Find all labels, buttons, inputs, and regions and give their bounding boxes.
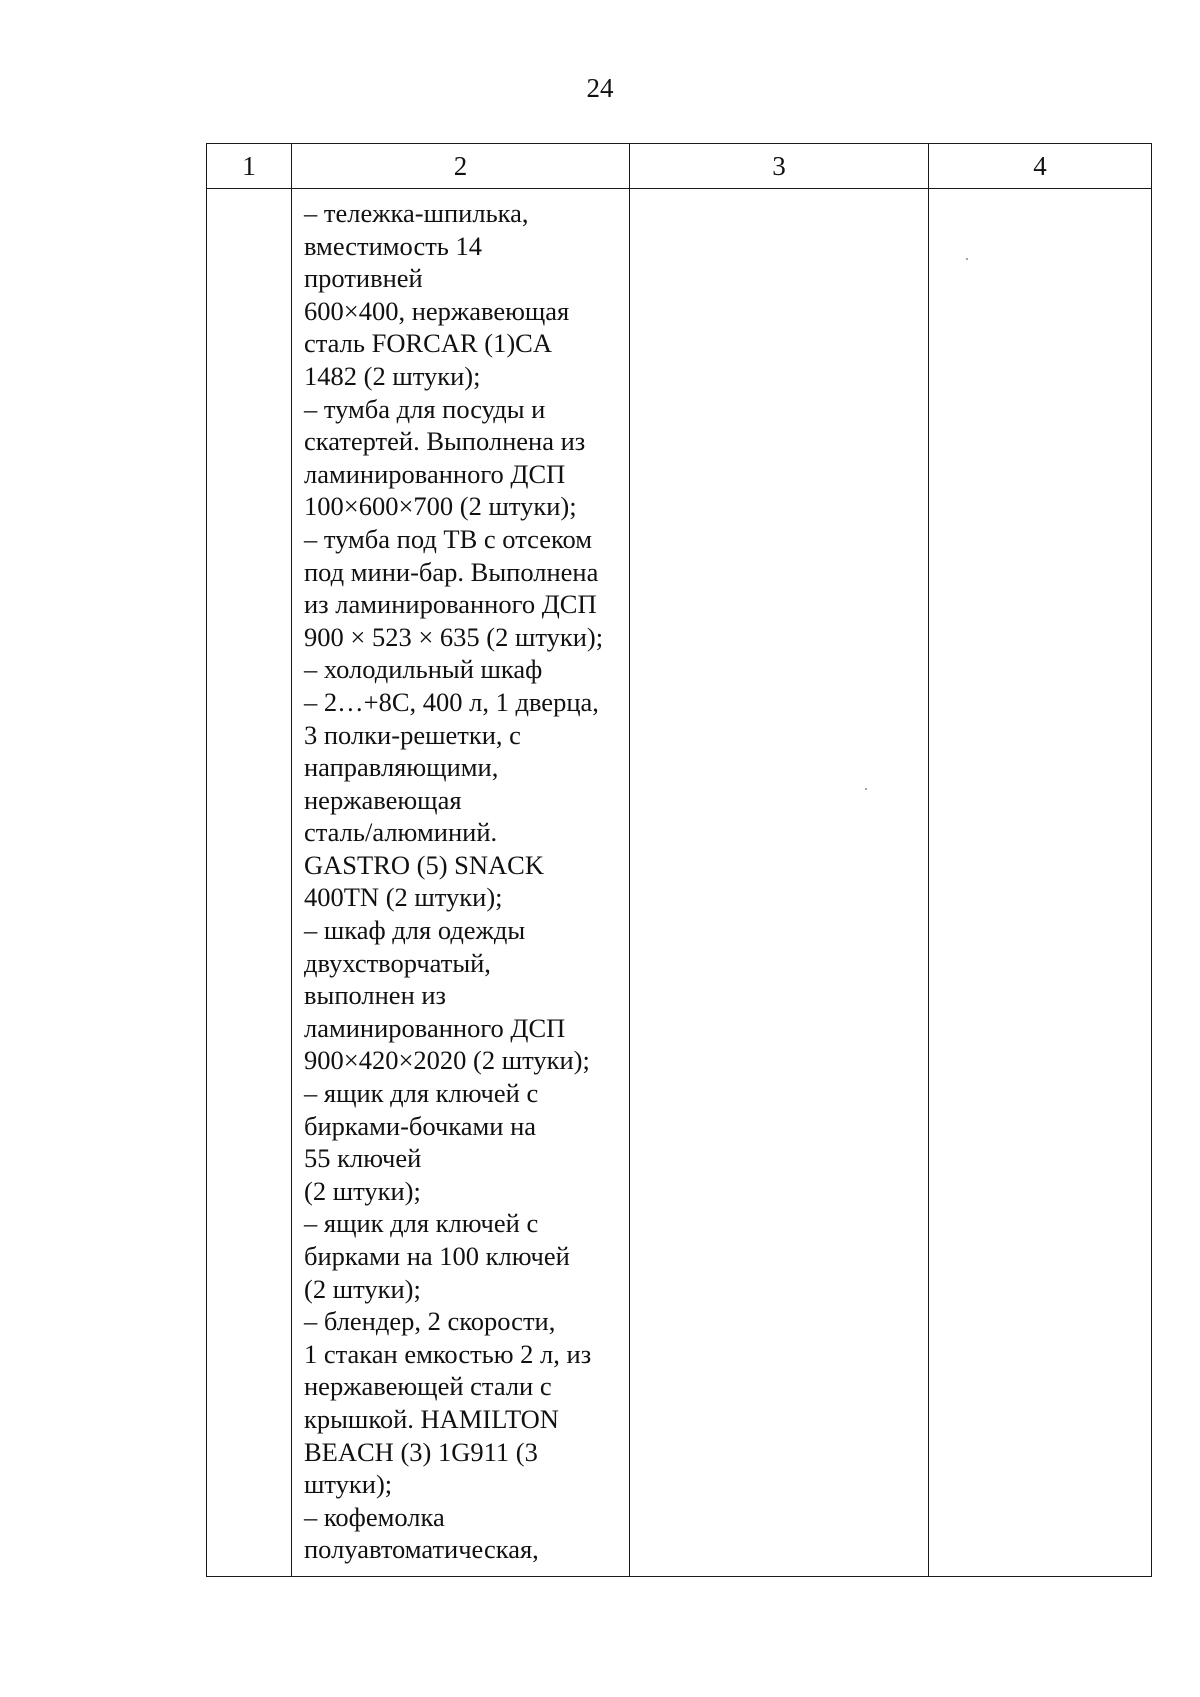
column-header-3: 3 (630, 144, 929, 189)
equipment-text-line: – тумба под ТВ с отсеком (304, 523, 592, 554)
equipment-text-line: скатертей. Выполнена из (304, 426, 586, 457)
equipment-text-line: нержавеющей стали с (304, 1371, 552, 1402)
equipment-text-line: – блендер, 2 скорости, (304, 1306, 556, 1337)
cell-col3 (630, 189, 929, 1577)
table-row (207, 189, 1152, 1577)
equipment-text-line: (2 штуки); (304, 1273, 421, 1304)
cell-col2 (292, 189, 630, 1577)
equipment-text-line: ламинированного ДСП (304, 458, 566, 489)
column-header-4: 4 (929, 144, 1152, 189)
page-number: 24 (586, 73, 614, 103)
column-header-2: 2 (292, 144, 630, 189)
table-header-row (207, 144, 1152, 189)
equipment-text-line: 900 × 523 × 635 (2 штуки); (304, 621, 604, 652)
equipment-text-line: – холодильный шкаф (304, 654, 543, 685)
equipment-table (206, 143, 1152, 1577)
equipment-text-line: – тумба для посуды и (304, 393, 546, 424)
equipment-text-line: – шкаф для одежды (304, 915, 526, 946)
equipment-text-line: – ящик для ключей с (304, 1078, 539, 1109)
equipment-text-line: бирками на 100 ключей (304, 1241, 570, 1271)
scan-speck (966, 258, 968, 260)
equipment-text-line: – 2…+8С, 400 л, 1 дверца, (304, 686, 599, 717)
equipment-text-line: – тележка-шпилька, (304, 198, 529, 228)
equipment-text-line: – ящик для ключей с (304, 1208, 539, 1239)
equipment-text-line: под мини-бар. Выполнена (304, 556, 599, 587)
equipment-text-line: GASTRO (5) SNACK (304, 849, 544, 880)
equipment-text-line: противней (304, 263, 423, 294)
equipment-text-line: – кофемолка (304, 1501, 445, 1532)
equipment-text-line: выполнен из (304, 980, 447, 1011)
equipment-text-line: двухстворчатый, (304, 947, 491, 978)
equipment-text-line: сталь/алюминий. (304, 817, 498, 848)
equipment-text-line: 400TN (2 штуки); (304, 882, 503, 913)
equipment-text-line: 600×400, нержавеющая (304, 295, 570, 326)
equipment-text-line: 1482 (2 штуки); (304, 360, 481, 391)
equipment-list (292, 189, 629, 1566)
equipment-text-line: направляющими, (304, 752, 499, 783)
equipment-text-line: 55 ключей (304, 1143, 422, 1174)
column-header-1: 1 (207, 144, 292, 189)
equipment-text-line: нержавеющая (304, 784, 462, 815)
equipment-text-line: 1 стакан емкостью 2 л, из (304, 1338, 592, 1369)
equipment-text-line: ламинированного ДСП (304, 1012, 566, 1043)
equipment-text-line: крышкой. HAMILTON (304, 1403, 559, 1434)
equipment-text-line: вместимость 14 (304, 230, 483, 261)
scan-speck (865, 788, 867, 790)
equipment-text-line: 100×600×700 (2 штуки); (304, 491, 577, 522)
equipment-text-line: 900×420×2020 (2 штуки); (304, 1045, 590, 1076)
equipment-text-line: (2 штуки); (304, 1175, 421, 1206)
equipment-text-line: полуавтоматическая, (304, 1534, 539, 1565)
cell-col4 (929, 189, 1152, 1577)
equipment-text-line: сталь FORCAR (1)CA (304, 328, 552, 359)
equipment-text-line: штуки); (304, 1469, 393, 1500)
equipment-text-line: 3 полки-решетки, с (304, 719, 521, 750)
equipment-text-line: BEACH (3) 1G911 (3 (304, 1436, 538, 1467)
equipment-text-line: бирками-бочками на (304, 1110, 537, 1141)
equipment-text-line: из ламинированного ДСП (304, 589, 597, 620)
cell-col1 (207, 189, 292, 1577)
